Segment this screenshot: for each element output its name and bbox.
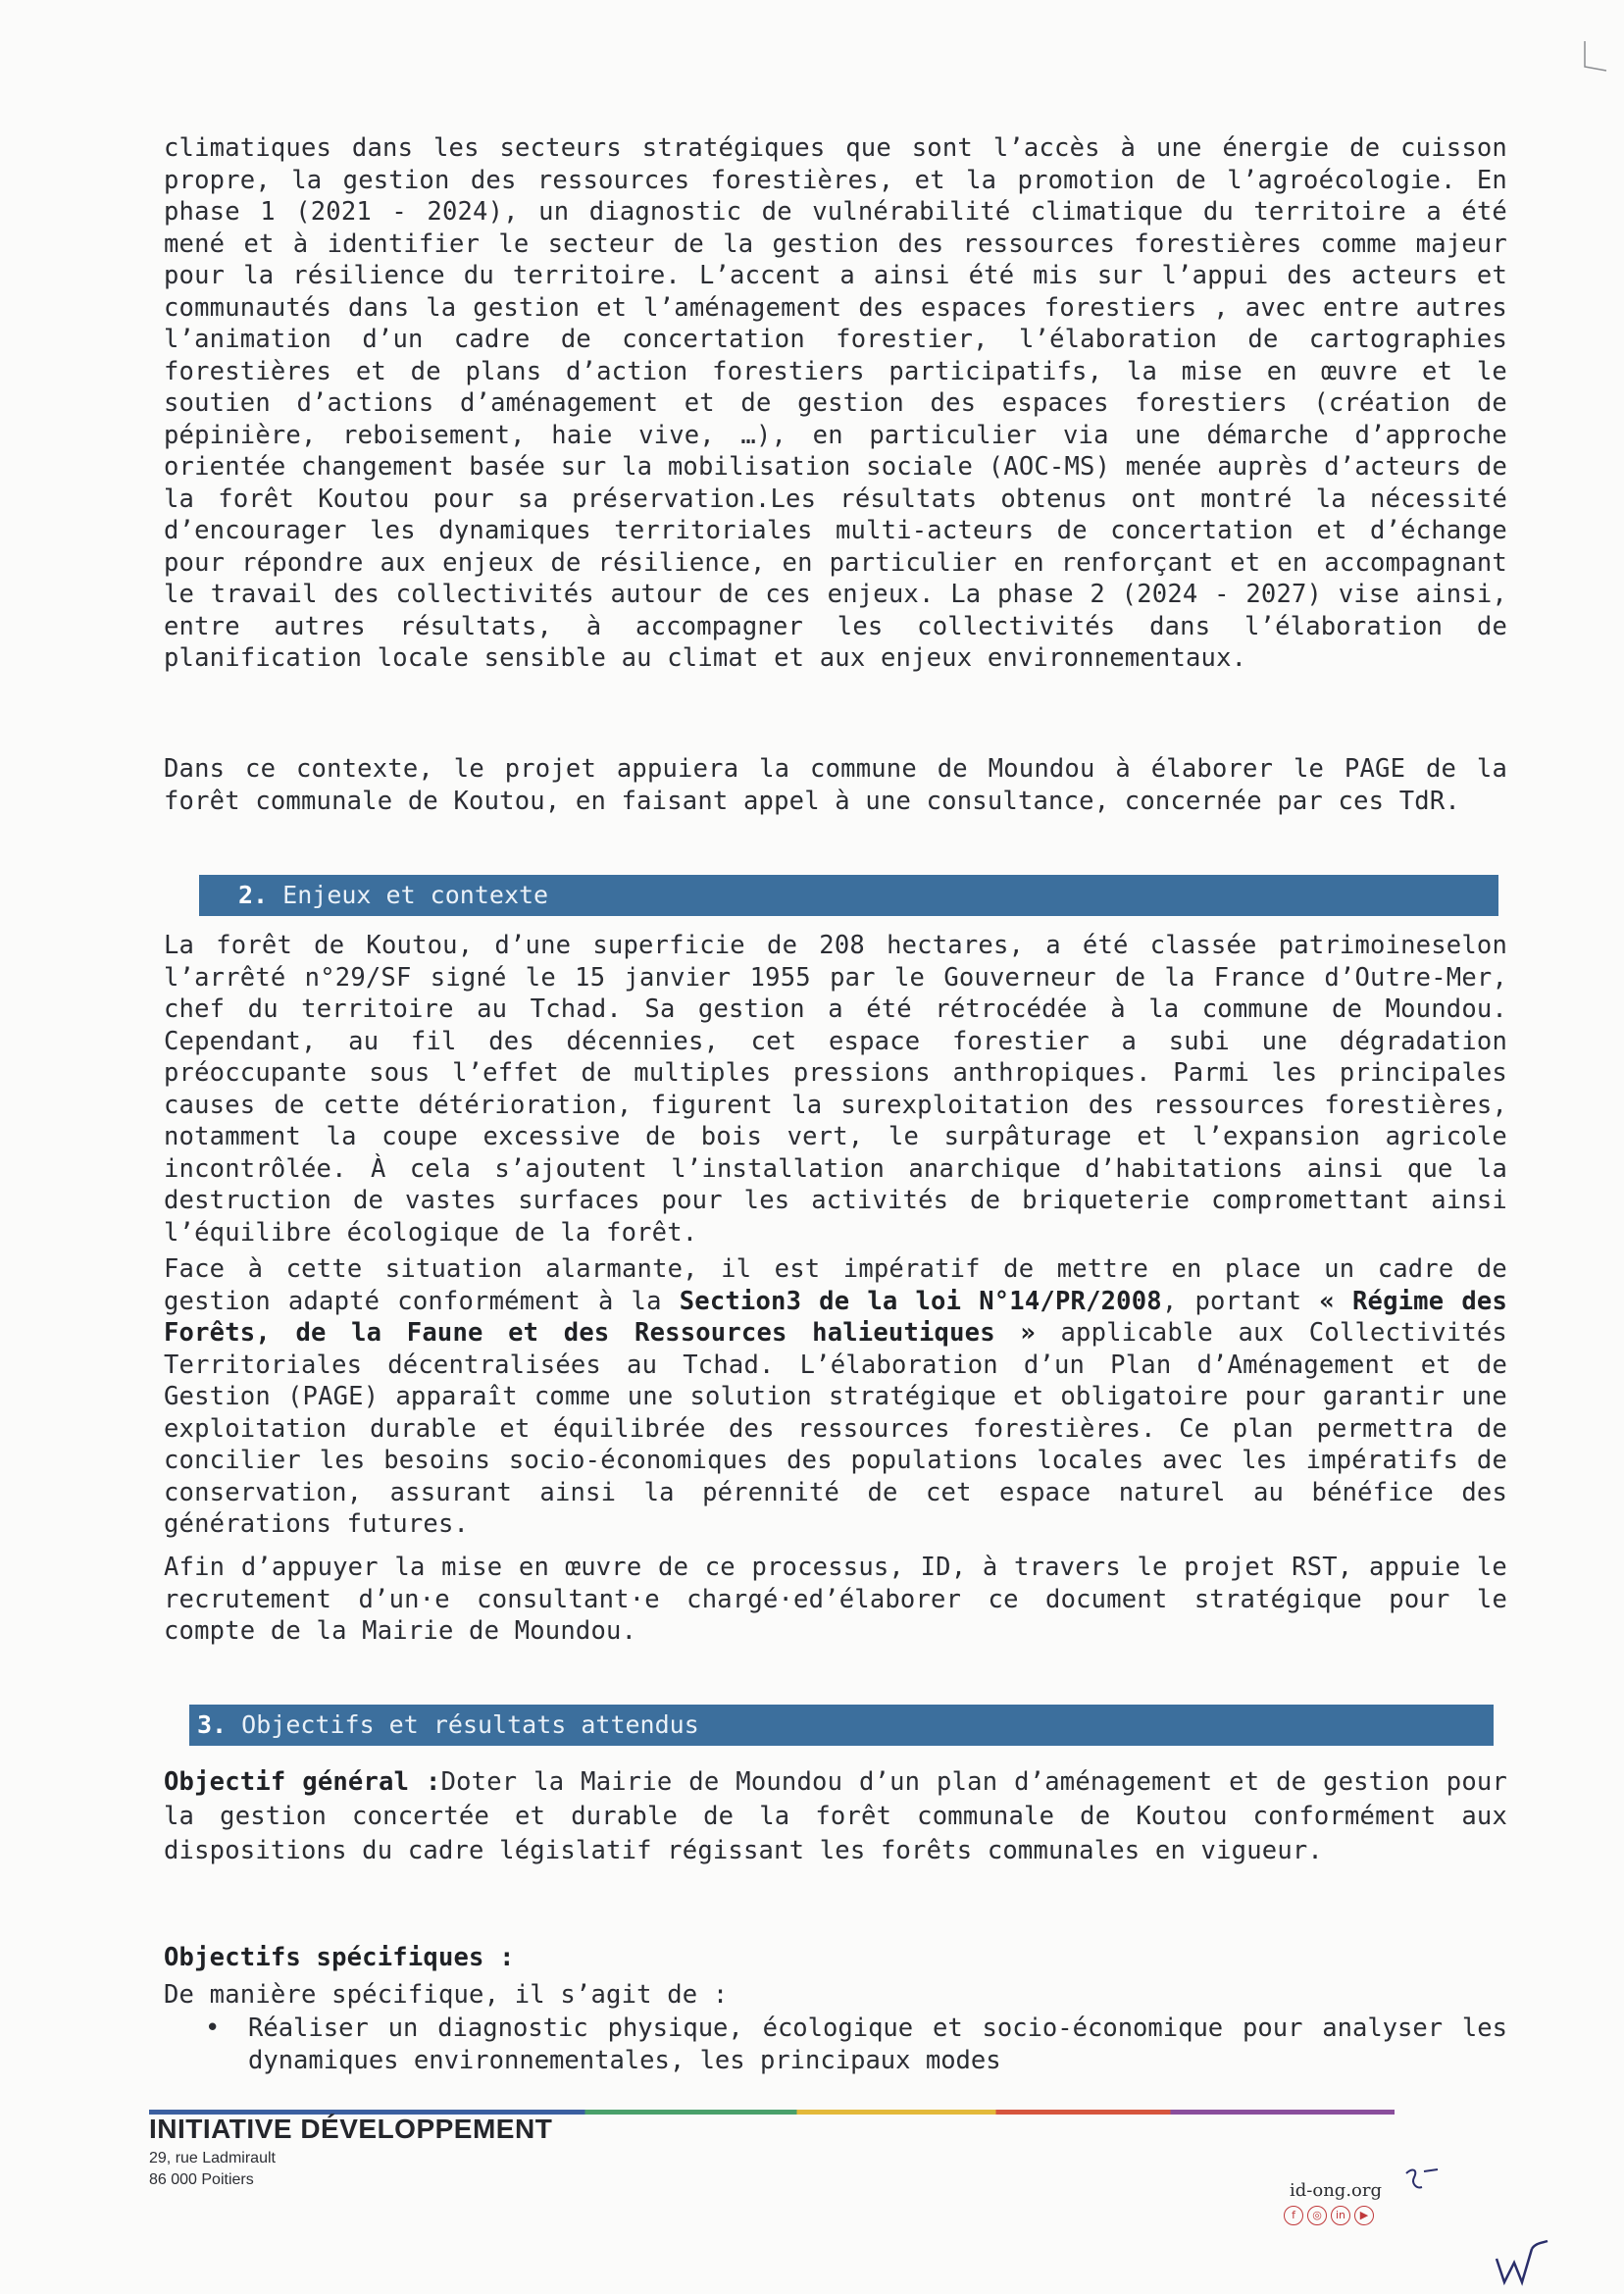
law-reference: Section3 de la loi N°14/PR/2008 (679, 1286, 1162, 1316)
section-3-heading (189, 1705, 1494, 1746)
intro-paragraph-1: climatiques dans les secteurs stratégiques que sont l’accès à une énergie de cuisson propre, la gestion des ressources forestières, et la promotion de l’agroécologie. En phase 1 (2021 - 2024), un diagnostic de vulnérabilité climatique du territoire a été mené et à identifier le secteur de la gestion des ressources forestières comme majeur pour la résilience du territoire. L’accent a ainsi été mis sur l’appui des acteurs et communautés dans la gestion et l’aménagement des espaces forestiers , avec entre autres l’animation d’un cadre de concertation forestier, l’élaboration de cartographies forestières et de plans d’action forestiers participatifs, la mise en œuvre et le soutien d’actions d’aménagement et de gestion des espaces forestiers (création de pépinière, reboisement, haie vive, …), en particulier via une démarche d’approche orientée changement basée sur la mobilisation sociale (AOC-MS) menée auprès d’acteurs de la forêt Koutou pour sa préservation.Les résultats obtenus ont montré la nécessité d’encourager les dynamiques territoriales multi-acteurs de concertation et d’échange pour répondre aux enjeux de résilience, en particulier en renforçant et en accompagnant le travail des collectivités autour de ces enjeux. La phase 2 (2024 - 2027) vise ainsi, entre autres résultats, à accompagner les collectivités dans l’élaboration de planification locale sensible au climat et aux enjeux environnementaux. (164, 133, 1507, 673)
section-2-heading (199, 875, 1498, 916)
page-corner-mark (1581, 39, 1610, 82)
list-item (164, 2013, 1507, 2077)
section-2-paragraph-1: La forêt de Koutou, d’une superficie de 208 hectares, a été classée patrimoineselon l’arrêté n°29/SF signé le 15 janvier 1955 par le Gouverneur de la France d’Outre-Mer, chef du territoire au Tchad. Sa gestion a été rétrocédée à la commune de Moundou. Cependant, au fil des décennies, cet espace forestier a subi une dégradation préoccupante sous l’effet de multiples pressions anthropiques. Parmi les principales causes de cette détérioration, figurent la surexploitation des ressources forestières, notamment la coupe excessive de bois vert, le surpâturage et l’expansion agricole incontrôlée. À cela s’ajoutent l’installation anarchique d’habitations ainsi que la destruction de vastes surfaces pour les activités de briqueterie compromettant ainsi l’équilibre écologique de la forêt. (164, 931, 1507, 1248)
intro-paragraph-2: Dans ce contexte, le projet appuiera la commune de Moundou à élaborer le PAGE de la forêt communale de Koutou, en faisant appel à une consultance, concernée par ces TdR. (164, 754, 1507, 816)
section-3-title: Objectifs et résultats attendus (241, 1710, 699, 1739)
bullet-icon: • (205, 2014, 221, 2043)
section-2-title: Enjeux et contexte (282, 881, 549, 909)
specific-objectives-intro: De manière spécifique, il s’agit de : (164, 1980, 729, 2010)
footer-website-link[interactable]: id-ong.org (1290, 2180, 1382, 2201)
linkedin-icon[interactable]: in (1331, 2206, 1350, 2225)
specific-objectives-label (164, 1942, 1507, 1974)
footer-social-icons (1284, 2206, 1374, 2225)
section-2-paragraph-2-mid: , portant (1161, 1286, 1320, 1316)
section-2-paragraph-2 (164, 1253, 1507, 1541)
section-2-number: 2. (238, 881, 269, 909)
section-2-paragraph-2-end: applicable aux Collectivités Territoriales décentralisées au Tchad. L’élaboration d’un Plan d’Aménagement et de Gestion (PAGE) apparaît comme une solution stratégique et obligatoire pour garantir une exploitation durable et équilibrée des ressources forestières. Ce plan permettra de concilier les besoins socio-économiques des populations locales avec les impératifs de conservation, assurant ainsi la pérennité de cet espace naturel au bénéfice des générations futures. (164, 1318, 1507, 1539)
general-objective (164, 1765, 1507, 1868)
youtube-icon[interactable]: ▶ (1354, 2206, 1374, 2225)
specific-objectives-title: Objectifs spécifiques : (164, 1943, 515, 1972)
handwritten-signature (1493, 2239, 1551, 2292)
law-title: « Régime des Forêts, de la Faune et des Ressources halieutiques » (164, 1286, 1507, 1348)
general-objective-text: Doter la Mairie de Moundou d’un plan d’aménagement et de gestion pour la gestion concertée et durable de la forêt communale de Koutou conformément aux dispositions du cadre législatif régissant les forêts communales en vigueur. (164, 1767, 1508, 1865)
section-3-number: 3. (197, 1710, 228, 1739)
facebook-icon[interactable]: f (1284, 2206, 1303, 2225)
instagram-icon[interactable]: ◎ (1307, 2206, 1327, 2225)
section-2-paragraph-3: Afin d’appuyer la mise en œuvre de ce processus, ID, à travers le projet RST, appuie le recrutement d’un·e consultant·e chargé·ed’élaborer ce document stratégique pour le compte de la Mairie de Moundou. (164, 1553, 1507, 1646)
footer-org-name: INITIATIVE DÉVELOPPEMENT (149, 2114, 553, 2144)
bullet-text: Réaliser un diagnostic physique, écologique et socio-économique pour analyser les dynamiques environnementales, les principaux modes (248, 2014, 1507, 2075)
handwritten-initial-mark (1402, 2166, 1442, 2210)
footer-address-line-2: 86 000 Poitiers (149, 2171, 254, 2188)
section-2-paragraph-2-start: Face à cette situation alarmante, il est impératif de mettre en place un cadre de gestion adapté conformément à la (164, 1254, 1507, 1316)
footer-address-line-1: 29, rue Ladmirault (149, 2150, 276, 2167)
general-objective-label: Objectif général : (164, 1767, 441, 1797)
